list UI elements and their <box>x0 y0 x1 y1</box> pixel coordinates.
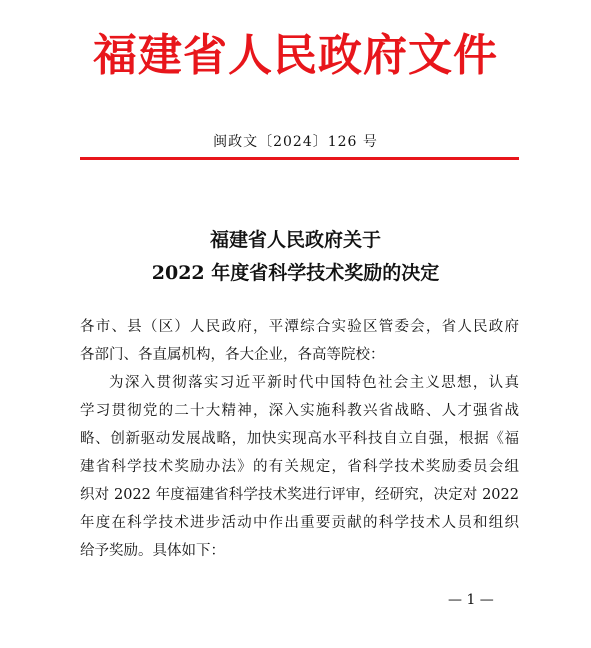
page-number: — 1 — <box>448 592 494 608</box>
paragraph-line-3: 略、创新驱动发展战略，加快实现高水平科技自立自强，根据《福 <box>80 431 519 447</box>
masthead-title: 福建省人民政府文件 <box>93 30 498 81</box>
paragraph-line-4: 建省科学技术奖励办法》的有关规定，省科学技术奖励委员会组 <box>80 459 519 475</box>
title-line-1: 福建省人民政府关于 <box>209 229 381 251</box>
paragraph-line-2: 学习贯彻党的二十大精神，深入实施科教兴省战略、人才强省战 <box>80 403 519 419</box>
document-title <box>0 224 591 290</box>
paragraph-line-1: 为深入贯彻落实习近平新时代中国特色社会主义思想，认真 <box>109 375 519 391</box>
salutation-line-2: 各部门、各直属机构，各大企业，各高等院校： <box>80 347 385 363</box>
title-line-2: 2022 年度省科学技术奖励的决定 <box>151 262 440 284</box>
paragraph-line-5: 织对 2022 年度福建省科学技术奖进行评审，经研究，决定对 2022 <box>80 487 519 503</box>
paragraph-line-6: 年度在科学技术进步活动中作出重要贡献的科学技术人员和组织 <box>80 515 519 531</box>
paragraph-line-7: 给予奖励。具体如下： <box>80 543 225 559</box>
salutation-line-1: 各市、县（区）人民政府，平潭综合实验区管委会，省人民政府 <box>80 319 519 335</box>
document-body <box>80 313 519 565</box>
red-separator-line <box>80 157 519 160</box>
document-number: 闽政文〔2024〕126 号 <box>213 134 378 150</box>
